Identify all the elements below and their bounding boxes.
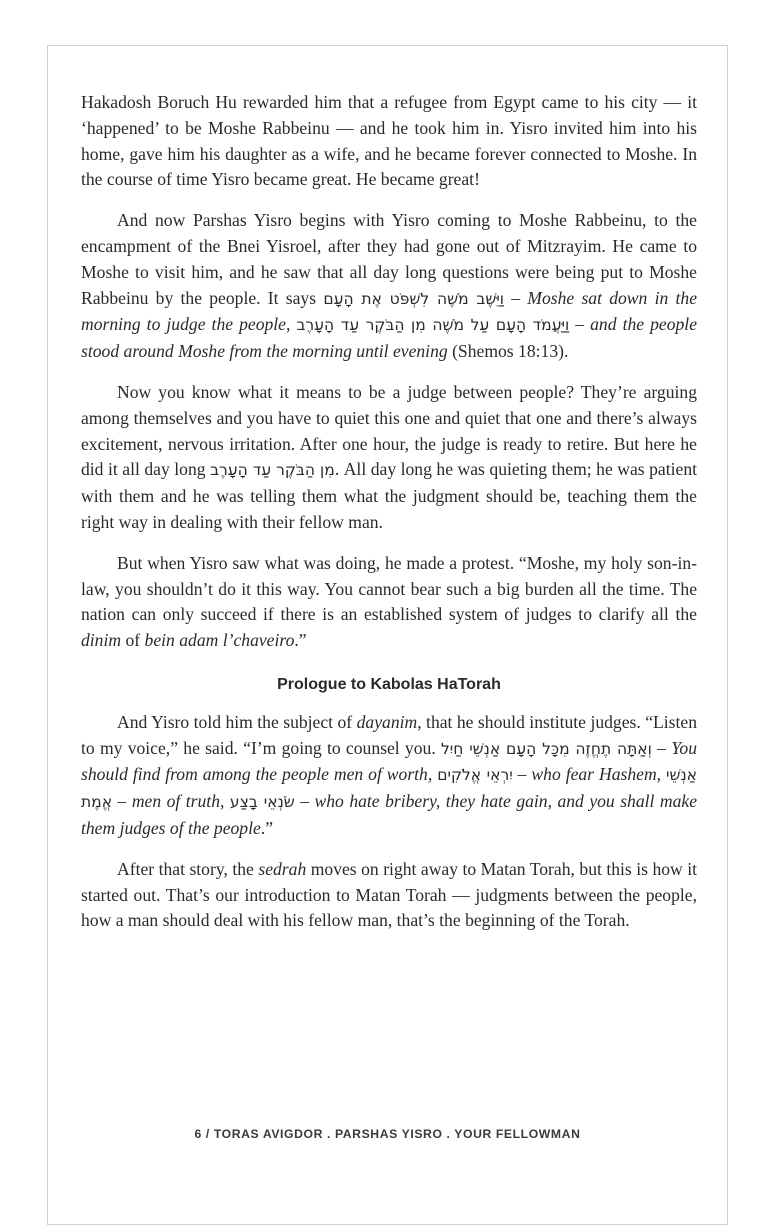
hebrew-quote: מִן הַבֹּקֶר עַד הָעָרֶב: [210, 461, 335, 480]
hebrew-quote: יִרְאֵי אֱלֹקִים: [437, 766, 513, 785]
paragraph-1: Hakadosh Boruch Hu rewarded him that a refugee from Egypt came to his city — it ‘happened’ to be Moshe Rabbeinu — and he took him in. Yisro invited him into his home, gave him his daughter as a wife, and he became forever connected to Moshe. In the course of time Yisro became great. He became great!: [81, 92, 697, 190]
paragraph-4: But when Yisro saw what was doing, he made a protest. “Moshe, my holy son-in-law, you shouldn’t do it this way. You cannot bear such a big burden all the time. The nation can only succeed if there is an established system of judges to clarify all the dinim of bein adam l’chaveiro.”: [81, 552, 697, 651]
hebrew-quote: וַיֵּשֶׁב מֹשֶׁה לִשְׁפֹּט אֶת הָעָם: [323, 289, 505, 308]
section-heading: Prologue to Kabolas HaTorah: [277, 675, 501, 693]
hebrew-quote: וַיַּעֲמֹד הָעָם עַל מֹשֶׁה מִן הַבֹּקֶר עַד הָעָרֶב: [296, 316, 570, 335]
hebrew-quote: וְאַתָּה תֶחֱזֶה מִכָּל הָעָם אַנְשֵׁי חַיִל: [441, 739, 652, 758]
paragraph-3: Now you know what it means to be a judge between people? They’re arguing among themselves and you have to quiet this one and quiet that one and there’s always excitement, nervous irritation. After one hour, the judge is ready to retire. But here he did it all day long מִן הַבֹּקֶר עַד הָעָרֶב. All day long he was quieting them; he was patient with them and he was telling them what the judgment should be, teaching them the right way in dealing with their fellow man.: [81, 381, 698, 532]
hebrew-quote: אַנְשֵׁי אֱמֶת: [81, 766, 698, 812]
page-frame: [47, 45, 728, 1225]
paragraph-6: After that story, the sedrah moves on right away to Matan Torah, but this is how it started out. That’s our introduction to Matan Torah — judgments between the people, how a man should deal with his fellow man, that’s the beginning of the Torah.: [81, 858, 697, 931]
page-footer: 6 / TORAS AVIGDOR . PARSHAS YISRO . YOUR FELLOWMAN: [194, 1127, 581, 1141]
paragraph-2: And now Parshas Yisro begins with Yisro coming to Moshe Rabbeinu, to the encampment of the Bnei Yisroel, after they had gone out of Mitzrayim. He came to Moshe to visit him, and he saw that all day long questions were being put to Moshe Rabbeinu by the people. It says וַיֵּשֶׁב מֹשֶׁה לִשְׁפֹּט אֶת הָעָם – Moshe sat down in the morning to judge the people, וַיַּעֲמֹד הָעָם עַל מֹשֶׁה מִן הַבֹּקֶר עַד הָעָרֶב – and the people stood around Moshe from the morning until evening (Shemos 18:13).: [81, 210, 698, 362]
hebrew-quote: שֹׂנְאֵי בָצַע: [229, 793, 295, 812]
article-body: [81, 90, 697, 949]
paragraph-5: And Yisro told him the subject of dayanim, that he should institute judges. “Listen to my voice,” he said. “I’m going to counsel you. וְאַתָּה תֶחֱזֶה מִכָּל הָעָם אַנְשֵׁי חַיִל – You should find from among the people men of worth, יִרְאֵי אֱלֹקִים – who fear Hashem, אַנְשֵׁי אֱמֶת – men of truth, שֹׂנְאֵי בָצַע – who hate bribery, they hate gain, and you shall make them judges of the people.”: [81, 711, 698, 838]
